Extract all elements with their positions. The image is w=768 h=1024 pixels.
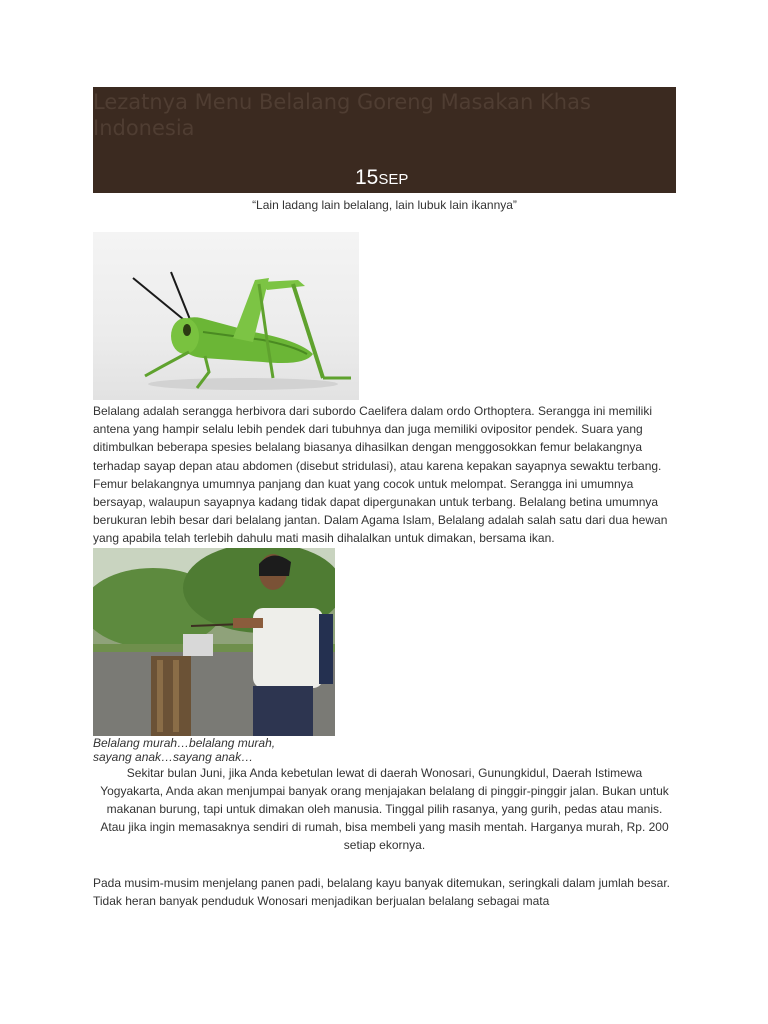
caption-line-1: Belalang murah…belalang murah, (93, 735, 276, 750)
article (93, 87, 676, 922)
harvest-paragraph: Pada musim-musim menjelang panen padi, belalang kayu banyak ditemukan, seringkali dalam jumlah besar. Tidak heran banyak penduduk Wonosari menjadikan berjualan belalang sebagai mata (93, 875, 670, 908)
article-title[interactable]: Lezatnya Menu Belalang Goreng Masakan Khas Indonesia (93, 90, 591, 140)
proverb-quote: “Lain ladang lain belalang, lain lubuk lain ikannya” (252, 198, 517, 212)
seller-photo (93, 548, 335, 736)
caption-line-2: sayang anak…sayang anak… (93, 749, 254, 764)
date-month: SEP (378, 171, 409, 188)
photo-caption (93, 736, 676, 764)
article-header (93, 87, 676, 193)
grasshopper-image (93, 232, 359, 400)
intro-paragraph: Belalang adalah serangga herbivora dari subordo Caelifera dalam ordo Orthoptera. Serangga ini memiliki antena yang hampir selalu lebih pendek dari tubuhnya dan juga memiliki ovipositor pendek. Suara yang ditimbulkan beberapa spesies belalang biasanya dihasilkan dengan menggosokkan femur belakangnya terhadap sayap depan atau abdomen (disebut stridulasi), atau karena kepakan sayapnya sewaktu terbang. Femur belakangnya umumnya panjang dan kuat yang cocok untuk melompat. Serangga ini umumnya bersayap, walaupun sayapnya kadang tidak dapat dipergunakan untuk terbang. Belalang betina umumnya berukuran lebih besar dari belalang jantan. Dalam Agama Islam, Belalang adalah salah satu dari dua hewan yang apabila telah terlebih dahulu mati masih dihalalkan untuk dimakan, bersama ikan. (93, 404, 668, 546)
market-paragraph: Sekitar bulan Juni, jika Anda kebetulan lewat di daerah Wonosari, Gunungkidul, Daerah Istimewa Yogyakarta, Anda akan menjumpai banyak orang menjajakan belalang di pinggir-pinggir jalan. Bukan untuk makanan burung, tapi untuk dimakan oleh manusia. Tinggal pilih rasanya, yang gurih, pedas atau manis. Atau jika ingin memasaknya sendiri di rumah, bisa membeli yang masih mentah. Harganya murah, Rp. 200 setiap ekornya. (100, 765, 669, 853)
post-date (355, 166, 408, 190)
date-day: 15 (355, 166, 379, 189)
